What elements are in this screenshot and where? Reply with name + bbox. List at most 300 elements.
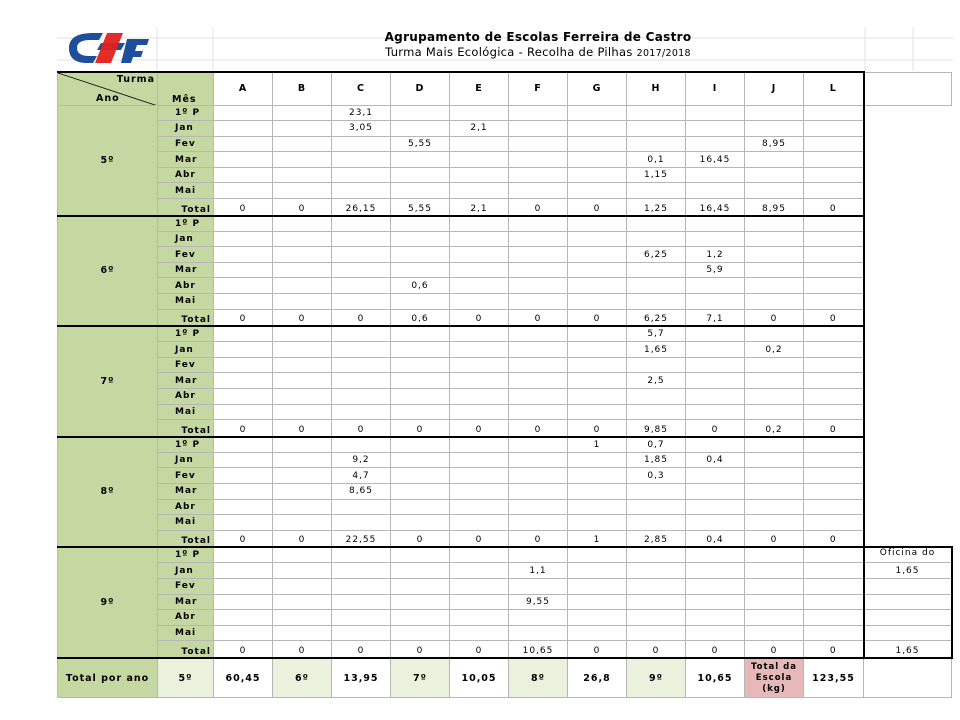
value-cell (745, 183, 804, 199)
value-cell (450, 152, 509, 168)
value-cell (568, 294, 627, 310)
class-header-f: F (509, 72, 568, 105)
value-cell (568, 404, 627, 420)
value-cell: 0,3 (627, 468, 686, 484)
value-cell (686, 121, 745, 137)
total-value: 0 (627, 641, 686, 658)
month-row (58, 468, 952, 484)
value-cell (509, 373, 568, 389)
value-cell (509, 136, 568, 152)
value-cell: 2,1 (450, 121, 509, 137)
oficina-empty (864, 610, 952, 626)
value-cell (745, 563, 804, 579)
month-row (58, 231, 952, 247)
value-cell (804, 136, 864, 152)
value-cell (214, 231, 273, 247)
total-value: 0 (804, 309, 864, 326)
value-cell (804, 389, 864, 405)
value-cell (391, 216, 450, 232)
value-cell (273, 183, 332, 199)
total-value: 0 (509, 420, 568, 437)
value-cell (214, 563, 273, 579)
spare-cell (864, 342, 952, 358)
month-label: Jan (158, 121, 214, 137)
month-label: 1º P (158, 105, 214, 121)
total-value: 1,25 (627, 199, 686, 216)
month-row (58, 216, 952, 232)
value-cell (509, 515, 568, 531)
value-cell (391, 294, 450, 310)
value-cell (804, 247, 864, 263)
value-cell (332, 294, 391, 310)
total-row (58, 199, 952, 216)
value-cell: 6,25 (627, 247, 686, 263)
month-row (58, 357, 952, 373)
value-cell (627, 231, 686, 247)
value-cell (273, 594, 332, 610)
value-cell (627, 610, 686, 626)
value-cell (391, 468, 450, 484)
value-cell (509, 247, 568, 263)
value-cell (804, 610, 864, 626)
value-cell (273, 515, 332, 531)
value-cell (509, 468, 568, 484)
value-cell (391, 152, 450, 168)
value-cell (568, 578, 627, 594)
total-value: 0 (273, 641, 332, 658)
value-cell (214, 515, 273, 531)
class-header-h: H (627, 72, 686, 105)
value-cell (214, 483, 273, 499)
summary-year-total: 10,65 (686, 658, 745, 698)
month-row (58, 247, 952, 263)
value-cell: 3,05 (332, 121, 391, 137)
value-cell (568, 625, 627, 641)
month-label: Fev (158, 468, 214, 484)
month-row (58, 342, 952, 358)
value-cell (214, 373, 273, 389)
value-cell (745, 625, 804, 641)
month-row (58, 373, 952, 389)
value-cell (214, 136, 273, 152)
value-cell (627, 262, 686, 278)
month-label: Jan (158, 231, 214, 247)
value-cell (332, 326, 391, 342)
value-cell (804, 625, 864, 641)
value-cell (509, 452, 568, 468)
total-value: 0 (568, 420, 627, 437)
spare-cell (864, 216, 952, 232)
value-cell (214, 216, 273, 232)
header-row (58, 72, 952, 105)
value-cell (214, 610, 273, 626)
value-cell: 4,7 (332, 468, 391, 484)
value-cell (273, 357, 332, 373)
total-label: Total (158, 199, 214, 216)
month-label: 1º P (158, 437, 214, 453)
value-cell (214, 594, 273, 610)
summary-year: 9º (627, 658, 686, 698)
value-cell (450, 216, 509, 232)
total-value: 0 (391, 530, 450, 547)
month-row (58, 389, 952, 405)
total-value: 0 (273, 199, 332, 216)
value-cell (686, 578, 745, 594)
value-cell (686, 105, 745, 121)
value-cell (627, 294, 686, 310)
value-cell (332, 373, 391, 389)
value-cell (391, 594, 450, 610)
value-cell (509, 105, 568, 121)
value-cell (509, 578, 568, 594)
value-cell (273, 578, 332, 594)
value-cell (332, 547, 391, 563)
total-value: 0 (450, 420, 509, 437)
school-logo-icon (63, 31, 155, 65)
spare-cell (864, 309, 952, 326)
value-cell (804, 278, 864, 294)
total-value: 0 (273, 530, 332, 547)
mes-header: Mês (158, 72, 214, 105)
month-row (58, 515, 952, 531)
total-value: 7,1 (686, 309, 745, 326)
oficina-total-value: 1,65 (864, 641, 952, 658)
year-cell: 8º (58, 437, 158, 548)
month-label: Mai (158, 515, 214, 531)
value-cell (332, 404, 391, 420)
value-cell (686, 278, 745, 294)
value-cell (214, 357, 273, 373)
value-cell: 9,2 (332, 452, 391, 468)
year-cell: 9º (58, 547, 158, 658)
value-cell (273, 437, 332, 453)
month-row (58, 625, 952, 641)
value-cell (450, 547, 509, 563)
value-cell (450, 515, 509, 531)
value-cell (391, 452, 450, 468)
spare-cell (864, 530, 952, 547)
value-cell (509, 294, 568, 310)
value-cell (804, 578, 864, 594)
value-cell (568, 216, 627, 232)
value-cell (804, 216, 864, 232)
spare-cell (864, 357, 952, 373)
total-value: 0 (214, 530, 273, 547)
total-value: 0 (273, 309, 332, 326)
value-cell (450, 373, 509, 389)
total-value: 0 (391, 420, 450, 437)
value-cell: 1,85 (627, 452, 686, 468)
value-cell (804, 437, 864, 453)
value-cell (804, 499, 864, 515)
value-cell (568, 499, 627, 515)
month-row (58, 294, 952, 310)
value-cell (332, 610, 391, 626)
value-cell (686, 437, 745, 453)
total-value: 0 (745, 530, 804, 547)
value-cell (509, 167, 568, 183)
value-cell (332, 247, 391, 263)
value-cell (804, 121, 864, 137)
value-cell (391, 515, 450, 531)
value-cell (273, 247, 332, 263)
value-cell (214, 278, 273, 294)
value-cell (745, 105, 804, 121)
value-cell (686, 483, 745, 499)
value-cell (214, 547, 273, 563)
spare-cell (864, 105, 952, 121)
total-value: 0 (745, 641, 804, 658)
value-cell (391, 262, 450, 278)
value-cell (214, 105, 273, 121)
value-cell (450, 483, 509, 499)
value-cell (214, 468, 273, 484)
value-cell (273, 121, 332, 137)
value-cell (450, 563, 509, 579)
spare-cell (864, 515, 952, 531)
total-por-ano-label: Total por ano (58, 658, 158, 698)
value-cell (391, 167, 450, 183)
value-cell (627, 483, 686, 499)
year-cell: 6º (58, 216, 158, 327)
value-cell (273, 404, 332, 420)
total-value: 0,6 (391, 309, 450, 326)
month-label: 1º P (158, 326, 214, 342)
value-cell (332, 625, 391, 641)
total-value: 8,95 (745, 199, 804, 216)
value-cell: 0,7 (627, 437, 686, 453)
class-header-e: E (450, 72, 509, 105)
total-value: 0 (686, 420, 745, 437)
value-cell (391, 389, 450, 405)
corner-cell (58, 72, 158, 105)
total-value: 0 (804, 641, 864, 658)
value-cell (804, 231, 864, 247)
value-cell (568, 483, 627, 499)
value-cell (804, 357, 864, 373)
value-cell (745, 216, 804, 232)
value-cell (391, 404, 450, 420)
value-cell (568, 136, 627, 152)
value-cell (568, 121, 627, 137)
value-cell (391, 547, 450, 563)
battery-collection-table (57, 71, 953, 698)
summary-year: 8º (509, 658, 568, 698)
value-cell (214, 167, 273, 183)
spare-cell (864, 389, 952, 405)
value-cell (804, 563, 864, 579)
total-value: 0 (509, 530, 568, 547)
value-cell (273, 105, 332, 121)
value-cell (745, 247, 804, 263)
spare-cell (864, 231, 952, 247)
value-cell (214, 452, 273, 468)
month-row (58, 152, 952, 168)
value-cell (804, 152, 864, 168)
value-cell (273, 452, 332, 468)
month-row (58, 594, 952, 610)
value-cell (568, 342, 627, 358)
value-cell (745, 578, 804, 594)
spare-cell (864, 167, 952, 183)
value-cell (509, 152, 568, 168)
value-cell: 23,1 (332, 105, 391, 121)
value-cell (686, 468, 745, 484)
total-value: 0 (332, 641, 391, 658)
spare-cell (864, 468, 952, 484)
value-cell (450, 357, 509, 373)
value-cell (745, 515, 804, 531)
total-row (58, 309, 952, 326)
spare-cell (864, 420, 952, 437)
spare-cell (864, 152, 952, 168)
total-value: 0 (214, 641, 273, 658)
value-cell (568, 231, 627, 247)
value-cell (391, 625, 450, 641)
total-value: 2,1 (450, 199, 509, 216)
value-cell: 8,65 (332, 483, 391, 499)
total-label: Total (158, 309, 214, 326)
total-value: 5,55 (391, 199, 450, 216)
class-header-c: C (332, 72, 391, 105)
value-cell (627, 625, 686, 641)
value-cell (450, 578, 509, 594)
total-value: 0 (745, 309, 804, 326)
value-cell (686, 167, 745, 183)
value-cell (804, 294, 864, 310)
value-cell: 0,4 (686, 452, 745, 468)
month-label: Mar (158, 483, 214, 499)
value-cell (391, 563, 450, 579)
month-label: Mai (158, 294, 214, 310)
month-label: Mar (158, 262, 214, 278)
value-cell (627, 404, 686, 420)
value-cell (273, 499, 332, 515)
value-cell (214, 578, 273, 594)
spare-cell (864, 247, 952, 263)
value-cell (745, 610, 804, 626)
value-cell (214, 294, 273, 310)
value-cell (509, 121, 568, 137)
sheet-subtitle (213, 45, 863, 59)
value-cell (450, 231, 509, 247)
value-cell (214, 437, 273, 453)
month-row (58, 452, 952, 468)
value-cell (332, 515, 391, 531)
value-cell (391, 231, 450, 247)
value-cell (686, 183, 745, 199)
value-cell (686, 563, 745, 579)
month-label: Mai (158, 183, 214, 199)
value-cell (627, 278, 686, 294)
value-cell (627, 594, 686, 610)
value-cell (627, 578, 686, 594)
total-value: 0 (509, 199, 568, 216)
value-cell (804, 452, 864, 468)
value-cell (804, 183, 864, 199)
value-cell (804, 547, 864, 563)
year-cell: 5º (58, 105, 158, 216)
month-label: Fev (158, 247, 214, 263)
value-cell (450, 278, 509, 294)
month-label: 1º P (158, 216, 214, 232)
value-cell (273, 468, 332, 484)
value-cell (745, 152, 804, 168)
value-cell (273, 373, 332, 389)
class-header-g: G (568, 72, 627, 105)
spare-cell (864, 499, 952, 515)
value-cell (214, 326, 273, 342)
class-header-b: B (273, 72, 332, 105)
value-cell (745, 373, 804, 389)
value-cell: 0,6 (391, 278, 450, 294)
value-cell (450, 437, 509, 453)
value-cell (391, 342, 450, 358)
spare-cell (864, 72, 952, 105)
value-cell (686, 373, 745, 389)
value-cell (273, 389, 332, 405)
total-value: 0 (686, 641, 745, 658)
value-cell (332, 499, 391, 515)
value-cell (391, 183, 450, 199)
value-cell (627, 563, 686, 579)
spare-cell (864, 294, 952, 310)
value-cell (568, 610, 627, 626)
total-label: Total (158, 641, 214, 658)
month-row (58, 404, 952, 420)
total-value: 0 (214, 309, 273, 326)
value-cell (686, 342, 745, 358)
value-cell (627, 216, 686, 232)
oficina-label: Oficina do (864, 547, 952, 563)
class-header-a: A (214, 72, 273, 105)
total-value: 10,65 (509, 641, 568, 658)
value-cell (509, 547, 568, 563)
value-cell (332, 152, 391, 168)
value-cell: 9,55 (509, 594, 568, 610)
value-cell (568, 326, 627, 342)
value-cell (745, 326, 804, 342)
value-cell: 1,1 (509, 563, 568, 579)
value-cell (332, 231, 391, 247)
value-cell (509, 625, 568, 641)
value-cell: 5,9 (686, 262, 745, 278)
month-label: Abr (158, 610, 214, 626)
value-cell (450, 594, 509, 610)
total-value: 0,4 (686, 530, 745, 547)
value-cell (273, 294, 332, 310)
value-cell (273, 563, 332, 579)
value-cell (509, 389, 568, 405)
value-cell (509, 262, 568, 278)
value-cell (686, 610, 745, 626)
value-cell (273, 216, 332, 232)
value-cell (627, 389, 686, 405)
value-cell (391, 437, 450, 453)
month-row (58, 437, 952, 453)
value-cell (509, 357, 568, 373)
value-cell (745, 437, 804, 453)
summary-row (58, 658, 952, 698)
total-label: Total (158, 530, 214, 547)
value-cell (509, 610, 568, 626)
summary-year: 6º (273, 658, 332, 698)
value-cell: 2,5 (627, 373, 686, 389)
value-cell (214, 247, 273, 263)
value-cell (568, 167, 627, 183)
spare-cell (864, 262, 952, 278)
value-cell (804, 594, 864, 610)
